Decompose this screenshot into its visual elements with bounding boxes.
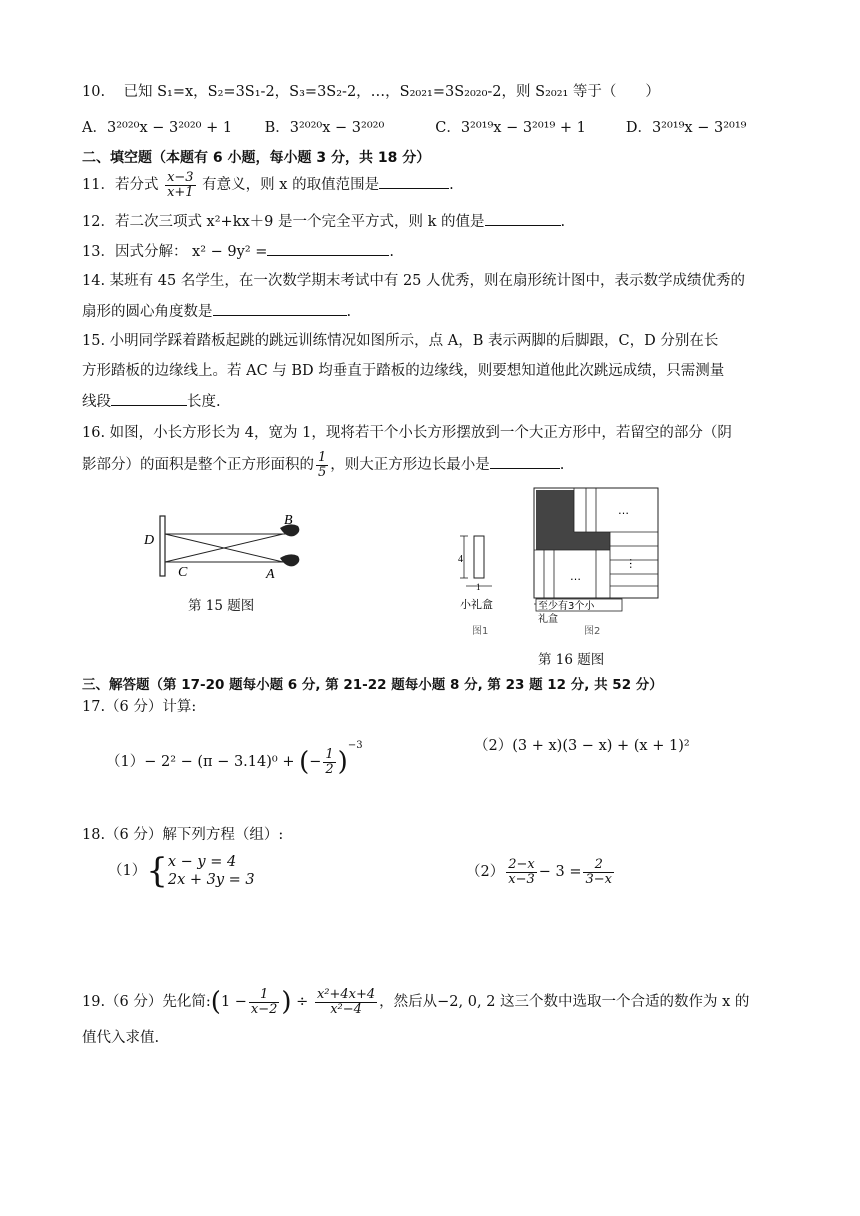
q13-answer-blank[interactable] [267, 241, 389, 256]
q10-options [82, 118, 746, 138]
section2-heading: 二、填空题（本题有 6 小题，每小题 3 分，共 18 分） [82, 150, 431, 166]
q12-answer-blank[interactable] [485, 211, 561, 226]
fig16-len1: 1 [476, 582, 481, 592]
q16-fraction: $\frac{1}{5}$ [318, 449, 327, 480]
q17-part2: （2）(3 + x)(3 − x) + (x + 1)² [474, 738, 690, 754]
q18-head: 18.（6 分）解下列方程（组）: [82, 827, 284, 843]
fig16-len4: 4 [458, 554, 463, 565]
q16-line1: 16. 如图，小长方形长为 4，宽为 1，现将若干个小长方形摆放到一个大正方形中，若留空的部分（阴 [82, 425, 732, 441]
q19-line2: 值代入求值. [82, 1030, 160, 1046]
q15-line2: 方形踏板的边缘线上。若 AC 与 BD 均垂直于踏板的边缘线，则要想知道他此次跳远成绩，只需测量 [82, 363, 725, 379]
q15-line3: 线段 长度. [82, 391, 221, 412]
fig15-label-c: C [178, 565, 188, 580]
section3-heading: 三、解答题（第 17-20 题每小题 6 分, 第 21-22 题每小题 8 分, 第 23 题 12 分, 共 52 分） [82, 677, 663, 693]
fig16-note-a: 至少有3个小 [538, 601, 595, 612]
fig16-caption: 第 16 题图 [538, 652, 605, 668]
q18-part1: （1）{ x − y = 4 2x + 3y = 3 [108, 851, 255, 891]
fig16-dots-mid: … [570, 570, 581, 583]
q13: 13．因式分解： x² − 9y² = . [82, 241, 394, 262]
q11-fraction: $\frac{x-3}{x+1}$ [167, 169, 194, 200]
q16-answer-blank[interactable] [490, 454, 560, 469]
fig16-fig2-label: 图2 [584, 626, 601, 637]
q16-line2: 影部分）的面积是整个正方形面积的 $\frac{1}{5}$ ，则大正方形边长最小是 . [82, 449, 565, 480]
fig15-label-d: D [144, 533, 155, 548]
q14-line1: 14. 某班有 45 名学生，在一次数学期末考试中有 25 人优秀，则在扇形统计图中，表示数学成绩优秀的 [82, 273, 746, 289]
q17-head: 17.（6 分）计算: [82, 699, 197, 715]
fig15-label-b: B [284, 513, 293, 528]
q10-option-d: D．3²⁰¹⁹x − 3²⁰¹⁹ [625, 120, 747, 136]
q15-answer-blank[interactable] [111, 391, 187, 406]
q10-stem: 10. 已知 S₁=x，S₂=3S₁-2，S₃=3S₂-2，…，S₂₀₂₁=3S₂₀₂₀-2，则 S₂₀₂₁ 等于（ ） [82, 84, 660, 100]
q12: 12．若二次三项式 x²+kx＋9 是一个完全平方式，则 k 的值是 . [82, 211, 565, 232]
fig16-fig1-label: 图1 [472, 626, 489, 637]
q10-option-b: B．3²⁰²⁰x − 3²⁰²⁰ [264, 120, 385, 136]
fig15-caption: 第 15 题图 [188, 598, 255, 614]
q18-part2: （2） $\frac{2-x}{x-3}$ − 3 = $\frac{2}{3-x}$ [466, 856, 612, 887]
figure-16 [446, 484, 676, 644]
q10-option-a: A．3²⁰²⁰x − 3²⁰²⁰ + 1 [82, 120, 233, 136]
fig16-note-b: 礼盒 [538, 614, 558, 625]
q14-answer-blank[interactable] [213, 301, 347, 316]
q19-line1: 19.（6 分）先化简:(1 − $\frac{1}{x-2}$ ) ÷ $\frac{\text{x²+4x+4}}{\text{x²−4}}$ ，然后从−2, 0, 2 这三个数中选取一个合适的数作为 x 的 [82, 986, 750, 1017]
fig16-box-label: 小礼盒 [460, 598, 493, 611]
q11-answer-blank[interactable] [379, 174, 449, 189]
q15-line1: 15. 小明同学踩着踏板起跳的跳远训练情况如图所示，点 A，B 表示两脚的后脚跟，C，D 分别在长 [82, 333, 719, 349]
q17-part1: （1）− 2² − (π − 3.14)⁰ + (− $\frac{1}{2}$ )$^{-3}$ [106, 740, 363, 777]
fig16-dots-right: … [627, 558, 640, 569]
q10-option-c: C．3²⁰¹⁹x − 3²⁰¹⁹ + 1 [435, 120, 586, 136]
fig15-label-a: A [266, 567, 275, 582]
figure-15 [138, 512, 308, 582]
q11: 11．若分式 $\frac{x-3}{x+1}$ 有意义，则 x 的取值范围是 . [82, 169, 454, 200]
fig16-dots-top: … [618, 504, 629, 517]
q14-line2: 扇形的圆心角度数是 . [82, 301, 351, 322]
